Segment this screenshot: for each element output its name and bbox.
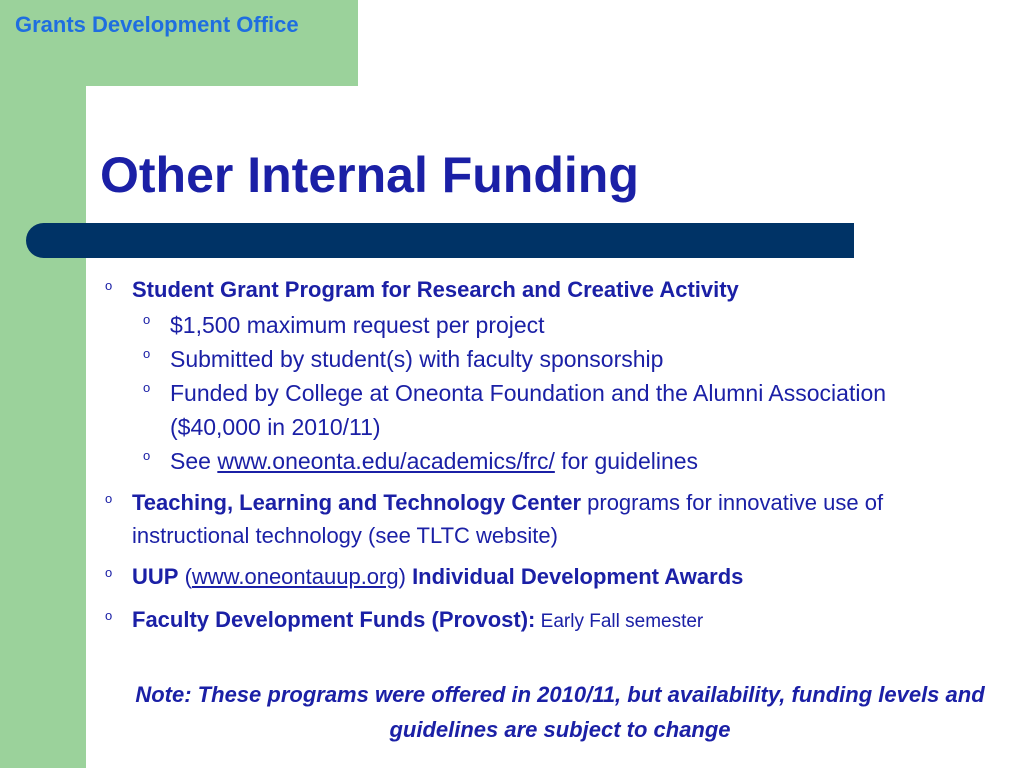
item-text: programs for innovative use of instructional technology (see TLTC website) xyxy=(132,490,884,548)
see-suffix: for guidelines xyxy=(554,448,699,474)
list-item xyxy=(100,273,980,306)
sub-item-text: $1,500 maximum request per project xyxy=(170,312,545,338)
sub-list-item xyxy=(100,376,980,444)
bullet-icon: o xyxy=(105,565,113,580)
see-prefix: See xyxy=(170,448,218,474)
paren-open: ( xyxy=(178,564,192,589)
page-title: Other Internal Funding xyxy=(100,147,639,203)
uup-link[interactable]: www.oneontauup.org xyxy=(191,564,399,589)
sub-item-text: Submitted by student(s) with faculty sponsorship xyxy=(170,346,664,372)
bullet-icon: o xyxy=(143,312,151,327)
sub-item-text: Funded by College at Oneonta Foundation and the Alumni Association ($40,000 in 2010/11) xyxy=(170,380,887,440)
paren-close: ) xyxy=(398,564,413,589)
title-underline-bar xyxy=(26,223,854,258)
item-heading: Student Grant Program for Research and Creative Activity xyxy=(132,277,739,302)
content-corner xyxy=(86,86,126,126)
bullet-icon: o xyxy=(105,608,113,623)
left-band xyxy=(0,0,86,768)
item-heading: UUP xyxy=(132,564,179,589)
item-heading: Teaching, Learning and Technology Center xyxy=(132,490,582,515)
bullet-icon: o xyxy=(105,278,113,293)
frc-link[interactable]: www.oneonta.edu/academics/frc/ xyxy=(217,448,555,474)
brand-label: Grants Development Office xyxy=(15,12,299,37)
sub-list-item xyxy=(100,444,980,478)
bullet-list xyxy=(100,273,980,638)
bullet-icon: o xyxy=(105,491,113,506)
item-heading-2: Individual Development Awards xyxy=(412,564,744,589)
footnote: Note: These programs were offered in 2010/11, but availability, funding levels and guidelines are subject to change xyxy=(135,682,985,742)
item-text: Early Fall semester xyxy=(535,611,704,632)
list-item xyxy=(100,486,980,552)
list-item xyxy=(100,560,980,593)
item-heading: Faculty Development Funds (Provost): xyxy=(132,607,536,632)
bullet-icon: o xyxy=(143,380,151,395)
sub-list-item xyxy=(100,308,980,342)
list-item xyxy=(100,603,980,638)
bullet-icon: o xyxy=(143,346,151,361)
bullet-icon: o xyxy=(143,448,151,463)
sub-list-item xyxy=(100,342,980,376)
